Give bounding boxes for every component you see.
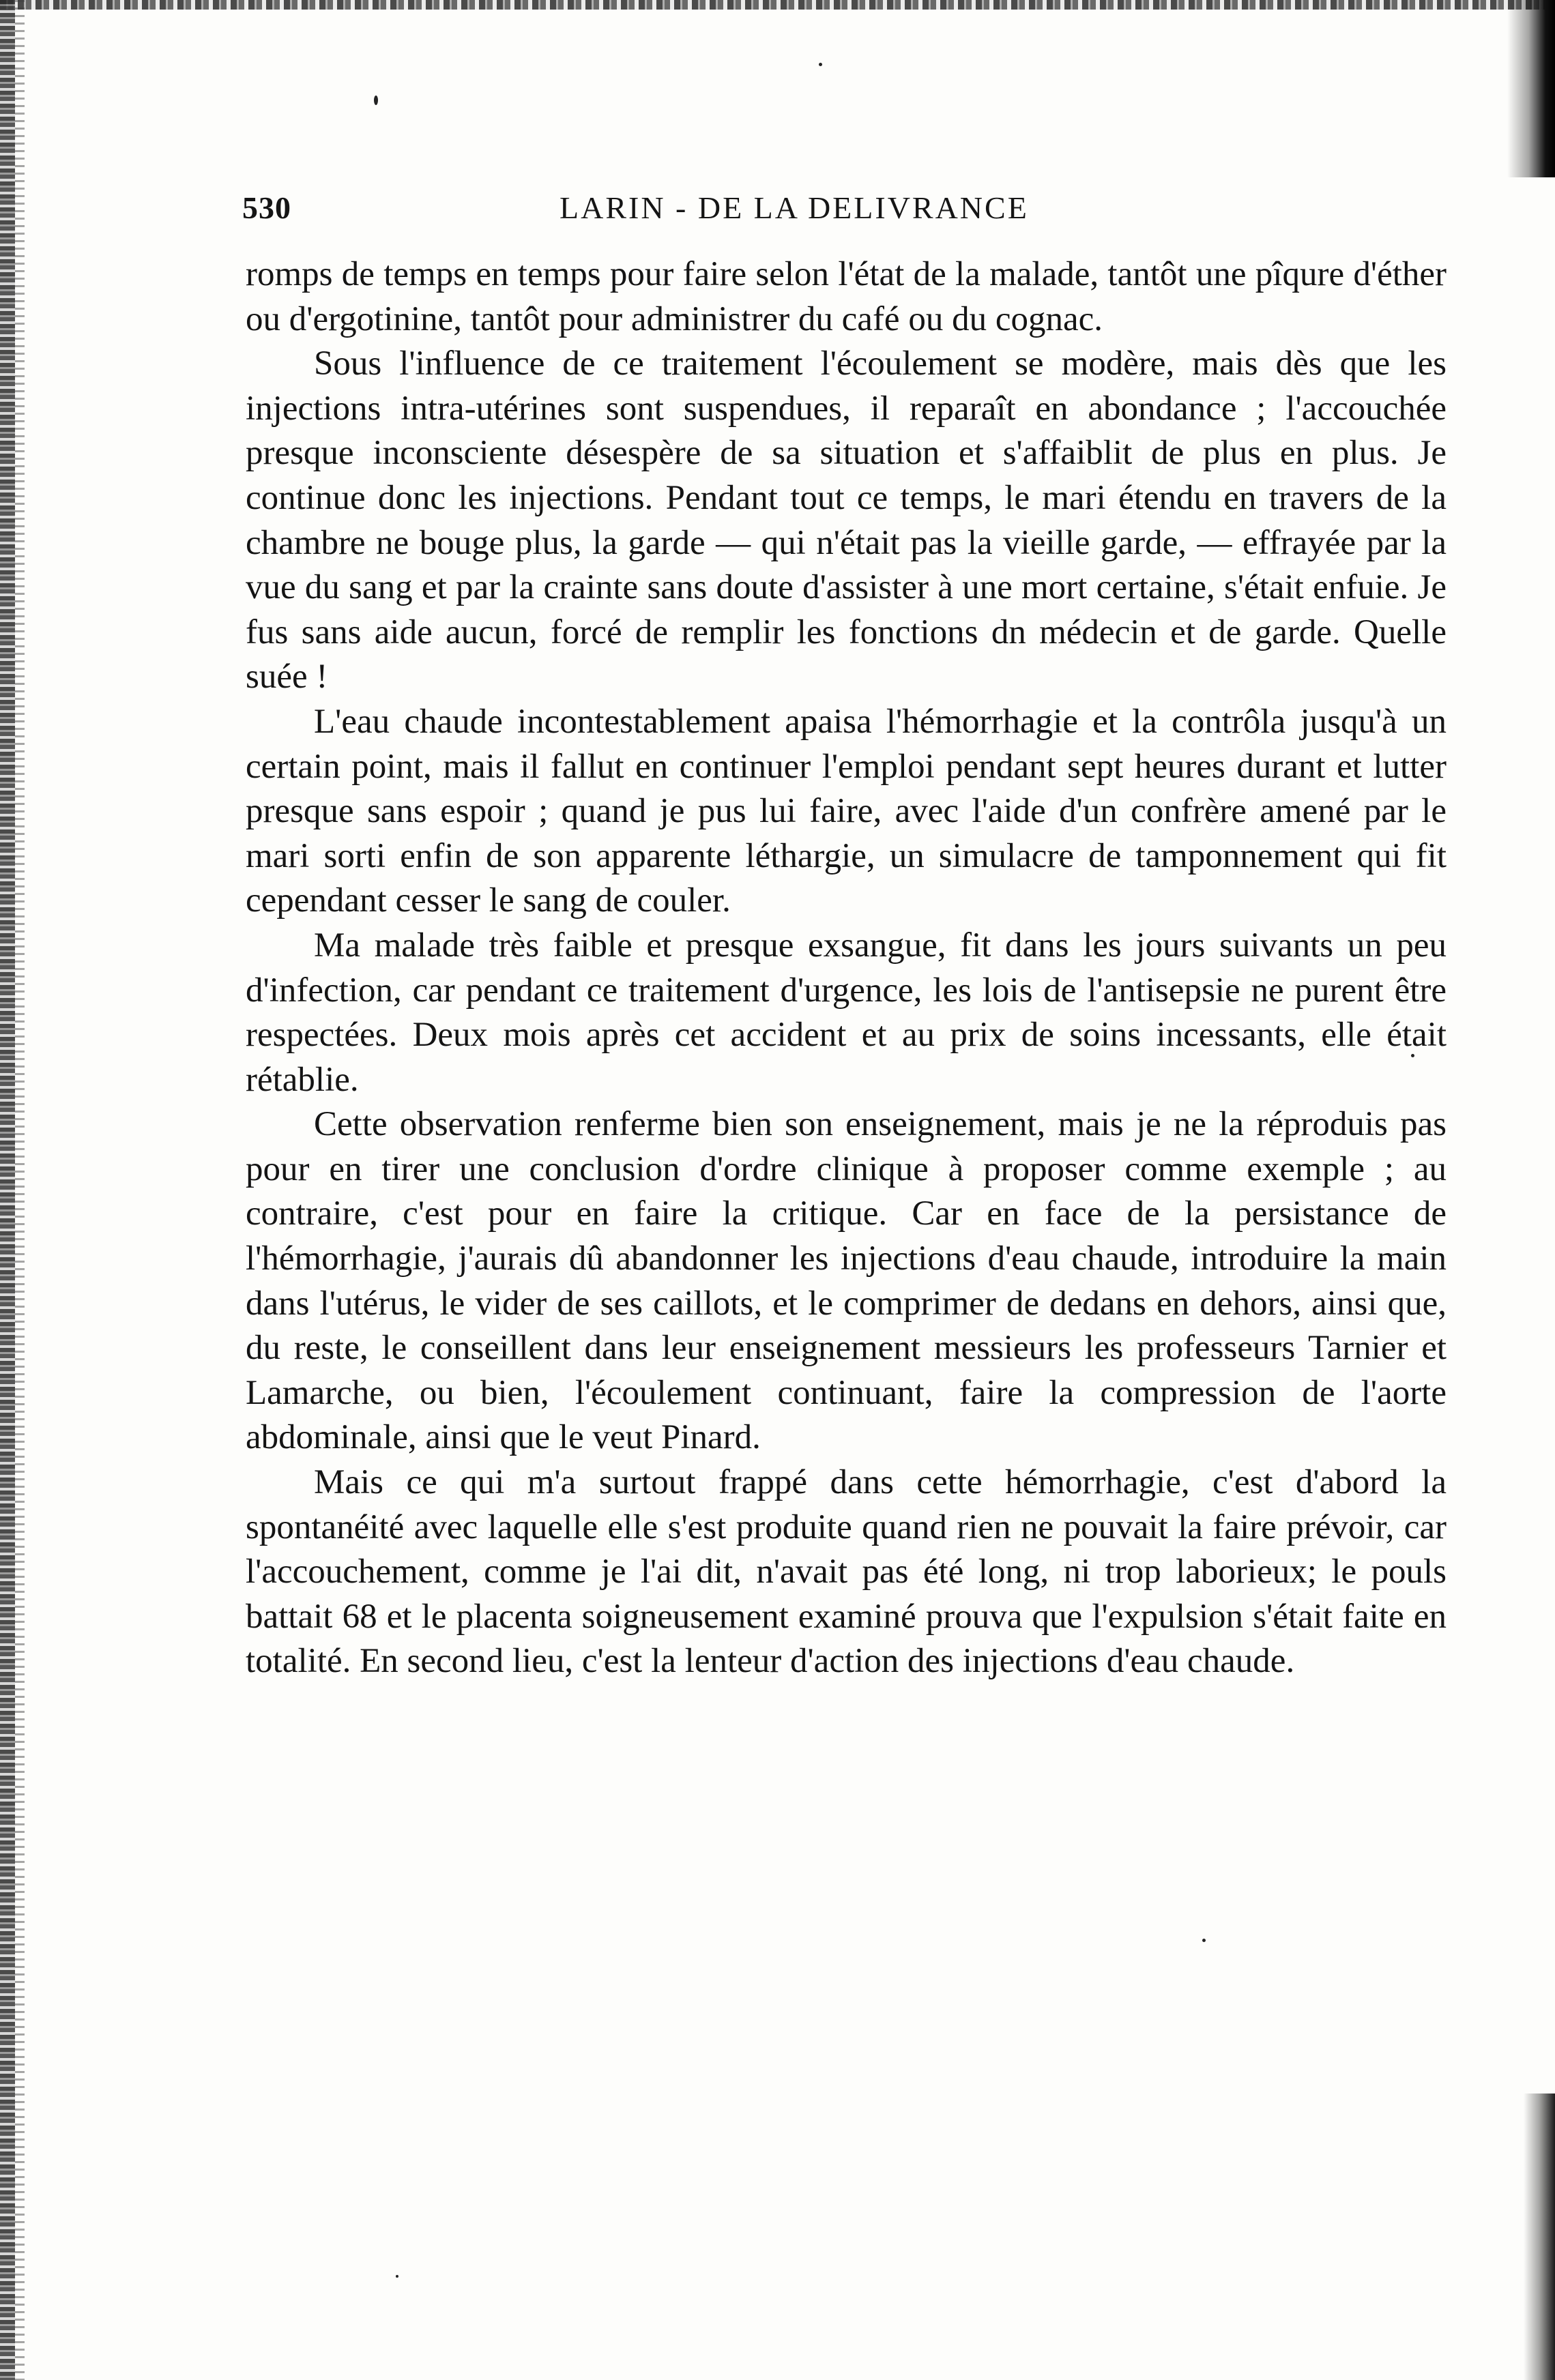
paragraph: Ma malade très faible et presque exsangue, fit dans les jours suivants un peu d'infection, car pendant ce traitement d'urgence, les lois de l'antisepsie ne purent être respectées. Deux mois après cet accident et au prix de soins incessants, elle était rétablie.	[246, 926, 1447, 1099]
scan-speck	[1202, 1939, 1206, 1942]
scan-binding-edge	[0, 0, 15, 2380]
scan-speck	[396, 2275, 398, 2278]
paragraph: Cette observation renferme bien son enseignement, mais je ne la réproduis pas pour en tirer une conclusion d'ordre clinique à proposer comme exemple ; au contraire, c'est pour en faire la critique. Car en face de la persistance de l'hémorrhagie, j'aurais dû abandonner les injections d'eau chaude, introduire la main dans l'utérus, le vider de ses caillots, et le comprimer de dedans en dehors, ainsi que, du reste, le conseillent dans leur enseignement messieurs les professeurs Tarnier et Lamarche, ou bien, l'écoulement continuant, faire la compression de l'aorte abdominale, ainsi que le veut Pinard.	[246, 1105, 1447, 1457]
scan-binding-shadow	[15, 0, 25, 2380]
body-text	[246, 252, 1447, 1684]
scan-speck	[374, 96, 378, 105]
paragraph: L'eau chaude incontestablement apaisa l'hémorrhagie et la contrôla jusqu'à un certain point, mais il fallut en continuer l'emploi pendant sept heures durant et lutter presque sans espoir ; quand je pus lui faire, avec l'aide d'un confrère amené par le mari sorti enfin de son apparente léthargie, un simulacre de tamponnement qui fit cependant cesser le sang de couler.	[246, 702, 1447, 920]
scan-speck	[819, 63, 822, 66]
scan-right-edge-top	[1507, 0, 1555, 177]
running-title: LARIN - DE LA DELIVRANCE	[559, 190, 1029, 225]
scan-right-edge-bottom	[1524, 2093, 1555, 2380]
running-header	[242, 190, 1464, 231]
page-number: 530	[242, 190, 291, 225]
scan-top-edge	[0, 0, 1555, 10]
paragraph: Mais ce qui m'a surtout frappé dans cette hémorrhagie, c'est d'abord la spontanéité avec laquelle elle s'est produite quand rien ne pouvait la faire prévoir, car l'accouchement, comme je l'ai dit, n'avait pas été long, ni trop laborieux; le pouls battait 68 et le placenta soigneusement examiné prouva que l'expulsion s'était faite en totalité. En second lieu, c'est la lenteur d'action des injections d'eau chaude.	[246, 1463, 1447, 1681]
paragraph: romps de temps en temps pour faire selon l'état de la malade, tantôt une pîqure d'éther ou d'ergotinine, tantôt pour administrer du café ou du cognac.	[246, 255, 1447, 338]
paragraph: Sous l'influence de ce traitement l'écoulement se modère, mais dès que les injections intra-utérines sont suspendues, il reparaît en abondance ; l'accouchée presque inconsciente désespère de sa situation et s'affaiblit de plus en plus. Je continue donc les injections. Pendant tout ce temps, le mari étendu en travers de la chambre ne bouge plus, la garde — qui n'était pas la vieille garde, — effrayée par la vue du sang et par la crainte sans doute d'assister à une mort certaine, s'était enfuie. Je fus sans aide aucun, forcé de remplir les fonctions dn médecin et de garde. Quelle suée !	[246, 344, 1447, 696]
